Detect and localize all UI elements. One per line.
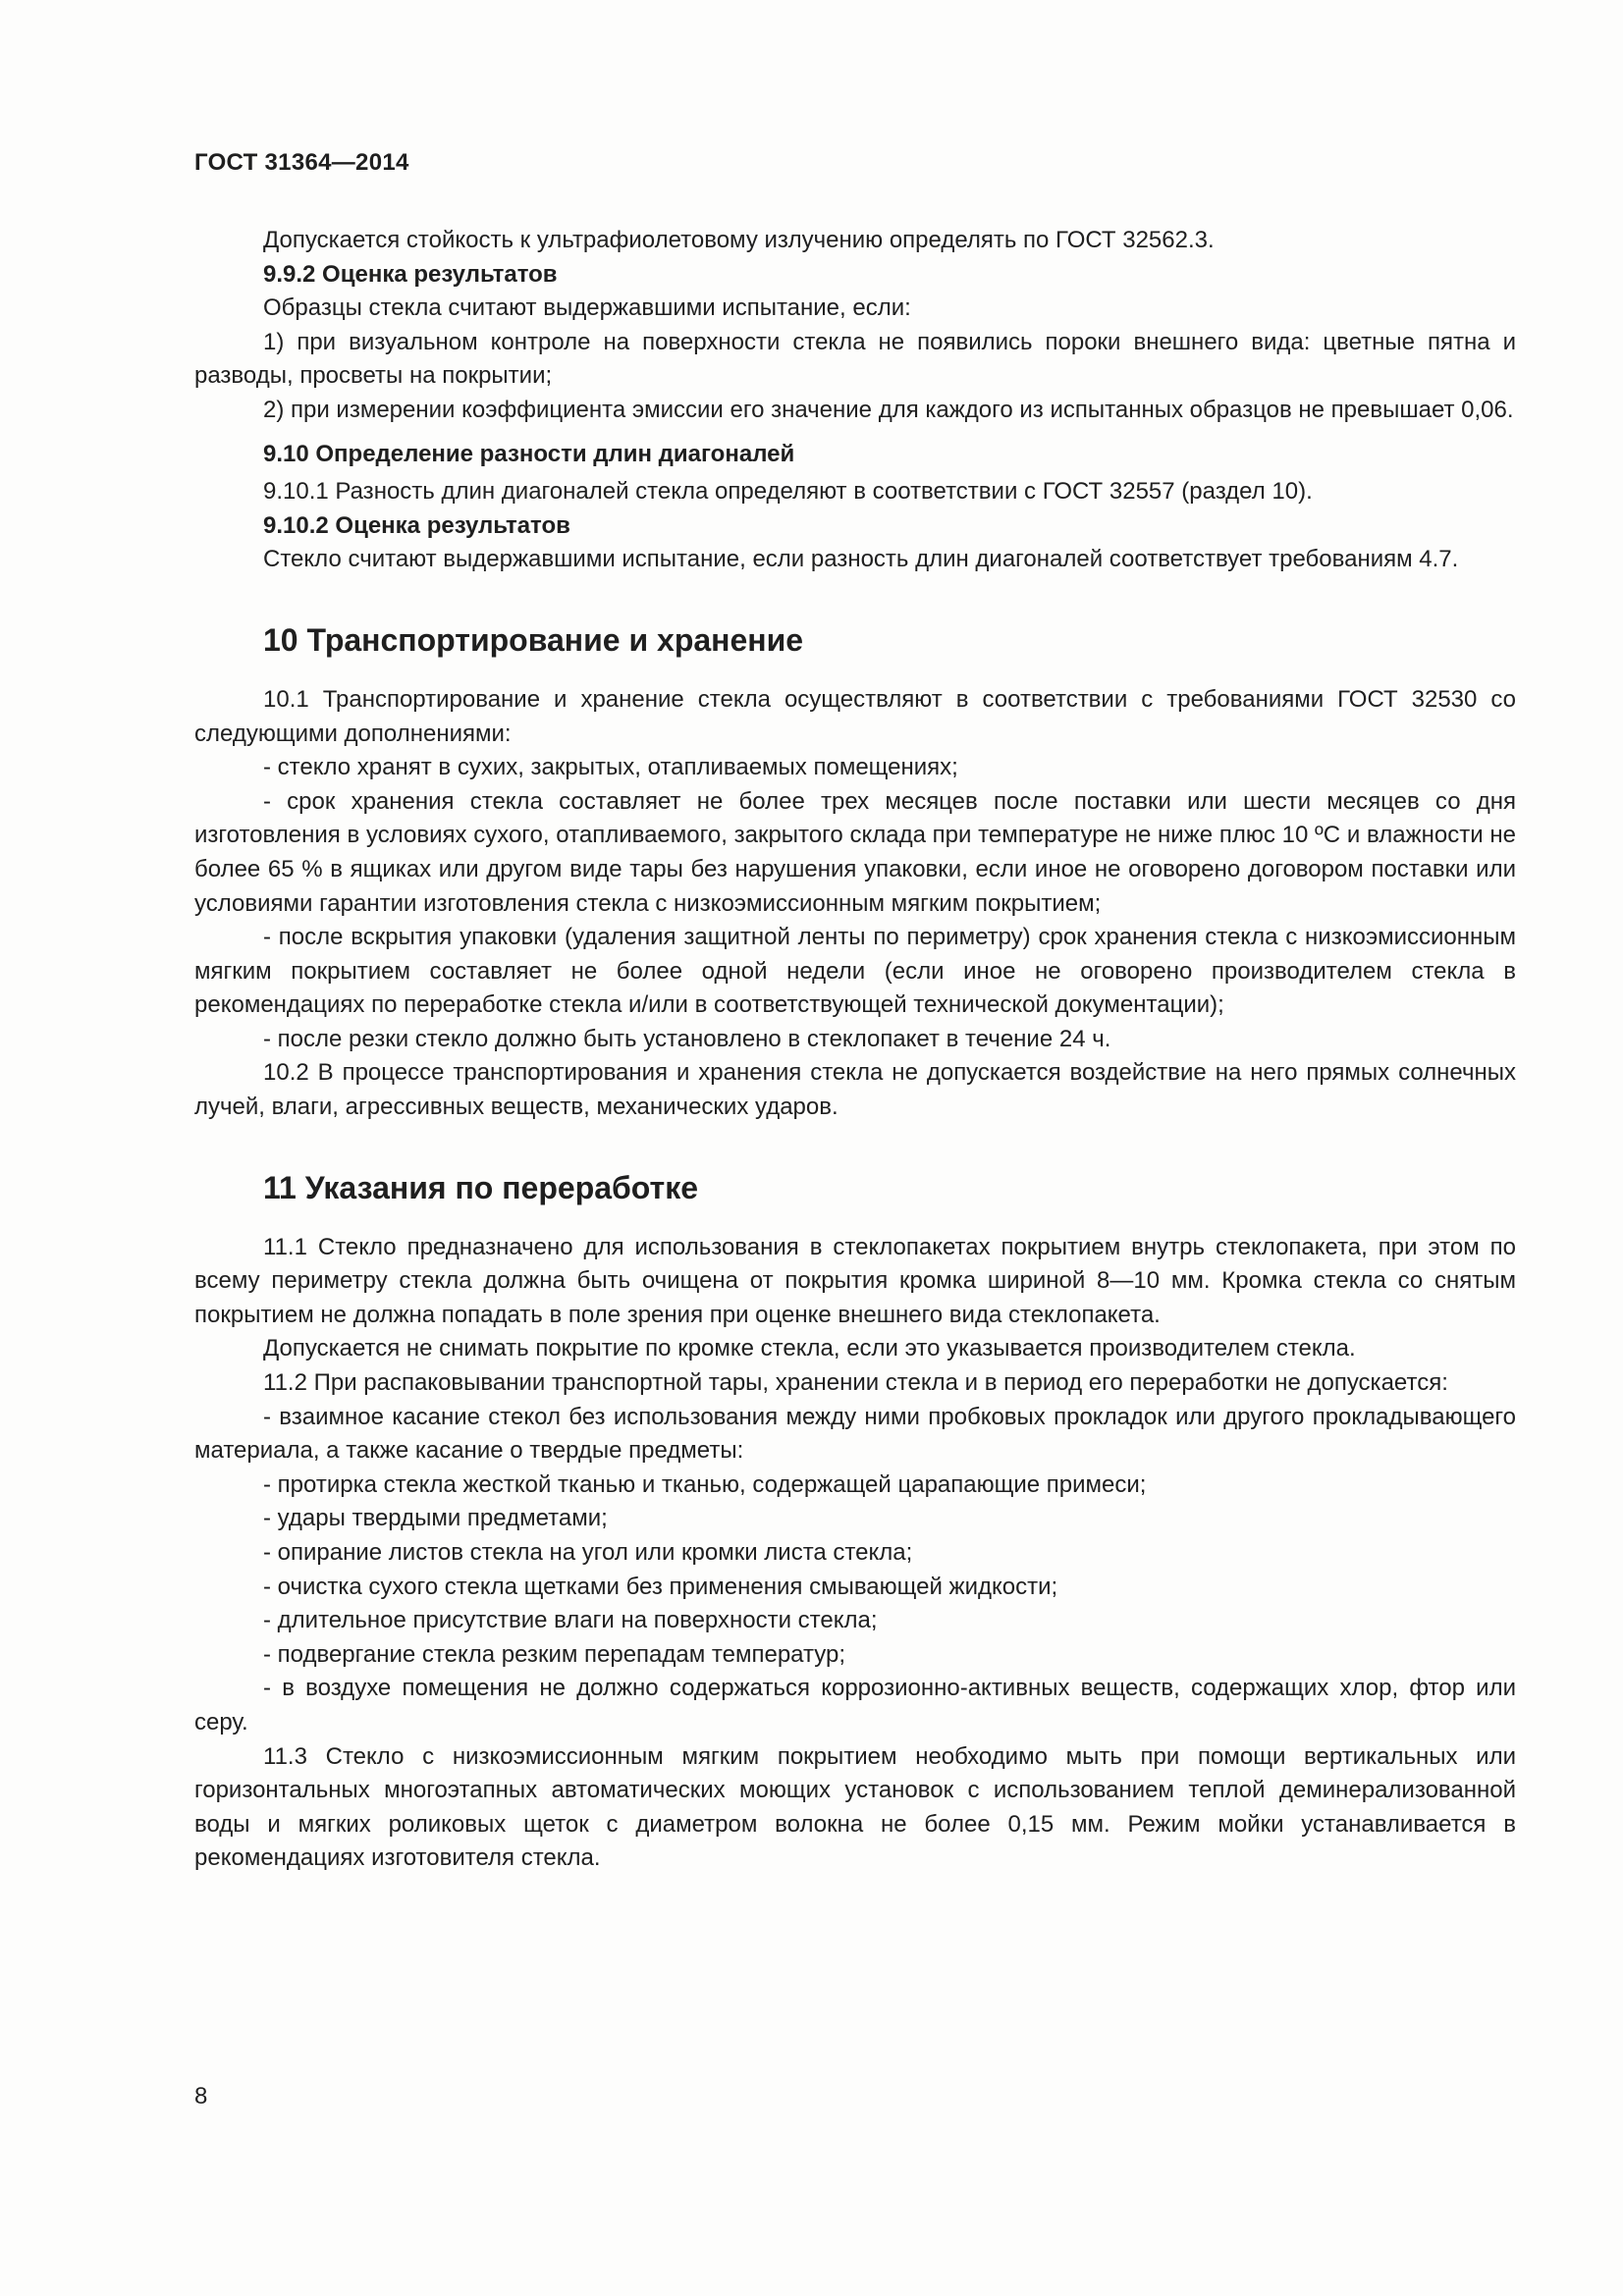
list-item: - взаимное касание стекол без использования между ними пробковых прокладок или другого прокладывающего материала, а также касание о твердые предметы: [194,1403,1516,1465]
list-item: - очистка сухого стекла щетками без применения смывающей жидкости; [263,1573,1058,1600]
paragraph: 10.1 Транспортирование и хранение стекла осуществляют в соответствии с требованиями ГОСТ 32530 со следующими дополнениями: [194,685,1516,747]
paragraph: Стекло считают выдержавшими испытание, если разность длин диагоналей соответствует требованиям 4.7. [263,546,1459,573]
document-body [194,224,1516,1876]
paragraph: Допускается не снимать покрытие по кромке стекла, если это указывается производителем стекла. [263,1335,1356,1362]
page-number: 8 [194,2083,208,2109]
paragraph: Допускается стойкость к ультрафиолетовому излучению определять по ГОСТ 32562.3. [263,227,1215,253]
list-item: - срок хранения стекла составляет не более трех месяцев после поставки или шести месяцев со дня изготовления в условиях сухого, отапливаемого, закрытого склада при температуре не ниже плюс 10 ºC и влажности не более 65 % в ящиках или другом виде тары без нарушения упаковки, если иное не оговорено договором поставки или условиями гарантии изготовления стекла с низкоэмиссионным мягким покрытием; [194,787,1516,917]
subsection-heading-9-10: 9.10 Определение разности длин диагоналей [263,440,795,467]
list-item: - после вскрытия упаковки (удаления защитной ленты по периметру) срок хранения стекла с низкоэмиссионным мягким покрытием составляет не более одной недели (если иное не оговорено производителем стекла в рекомендациях по переработке стекла и/или в соответствующей технической документации); [194,924,1516,1019]
paragraph: 9.10.1 Разность длин диагоналей стекла определяют в соответствии с ГОСТ 32557 (раздел 10). [263,478,1313,506]
list-item: - опирание листов стекла на угол или кромки листа стекла; [263,1539,913,1566]
document-header: ГОСТ 31364—2014 [194,149,409,176]
list-item: 1) при визуальном контроле на поверхности стекла не появились пороки внешнего вида: цветные пятна и разводы, просветы на покрытии; [194,328,1516,390]
list-item: - удары твердыми предметами; [263,1505,608,1532]
list-item: - в воздухе помещения не должно содержаться коррозионно-активных веществ, содержащих хлор, фтор или серу. [194,1675,1516,1735]
paragraph: Образцы стекла считают выдержавшими испытание, если: [263,294,911,322]
list-item: - протирка стекла жесткой тканью и тканью, содержащей царапающие примеси; [263,1470,1147,1498]
section-heading-11: 11 Указания по переработке [263,1169,699,1205]
list-item: - длительное присутствие влаги на поверхности стекла; [263,1607,878,1634]
subsection-heading-9-9-2: 9.9.2 Оценка результатов [263,260,558,288]
paragraph: 10.2 В процессе транспортирования и хранения стекла не допускается воздействие на него прямых солнечных лучей, влаги, агрессивных веществ, механических ударов. [194,1059,1516,1121]
subsection-heading-9-10-2: 9.10.2 Оценка результатов [263,511,570,539]
list-item: - после резки стекло должно быть установлено в стеклопакет в течение 24 ч. [263,1025,1111,1052]
section-heading-10: 10 Транспортирование и хранение [263,621,804,658]
list-item: 2) при измерении коэффициента эмиссии его значение для каждого из испытанных образцов не превышает 0,06. [263,396,1514,423]
paragraph: 11.2 При распаковывании транспортной тары, хранении стекла и в период его переработки не допускается: [263,1369,1448,1397]
paragraph: 11.1 Стекло предназначено для использования в стеклопакетах покрытием внутрь стеклопакета, при этом по всему периметру стекла должна быть очищена от покрытия кромка шириной 8—10 мм. Кромка стекла со снятым покрытием не должна попадать в поле зрения при оценке внешнего вида стеклопакета. [194,1233,1516,1328]
list-item: - подвергание стекла резким перепадам температур; [263,1640,846,1668]
list-item: - стекло хранят в сухих, закрытых, отапливаемых помещениях; [263,754,958,781]
paragraph: 11.3 Стекло с низкоэмиссионным мягким покрытием необходимо мыть при помощи вертикальных или горизонтальных многоэтапных автоматических моющих установок с использованием теплой деминерализованной воды и мягких роликовых щеток с диаметром волокна не более 0,15 мм. Режим мойки устанавливается в рекомендациях изготовителя стекла. [194,1742,1516,1872]
